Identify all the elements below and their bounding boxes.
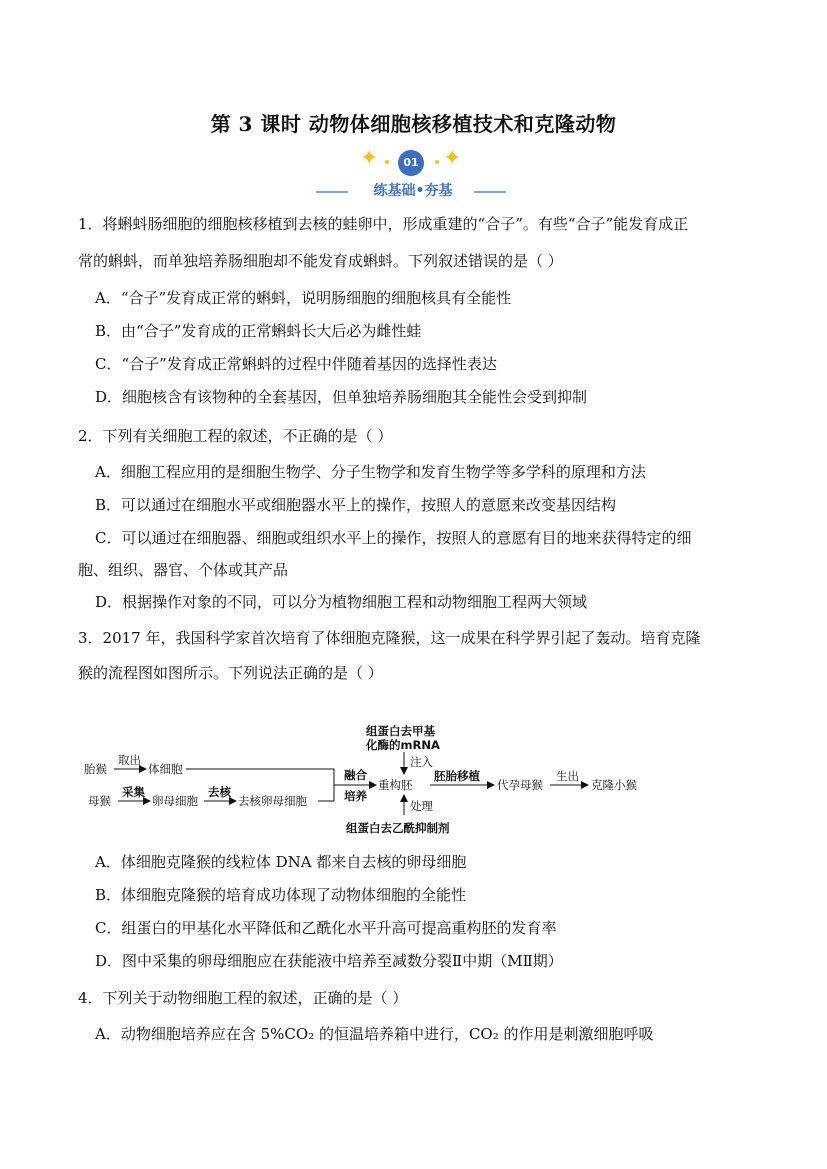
- question-stem: 4．下列关于动物细胞工程的叙述，正确的是（ ）: [78, 989, 408, 1007]
- page-title: 第 3 课时 动物体细胞核移植技术和克隆动物: [210, 112, 617, 136]
- question-stem: 1．将蝌蚪肠细胞的细胞核移植到去核的蛙卵中，形成重建的“合子”。有些“合子”能发育成正: [78, 215, 689, 233]
- node-surrogate: 代孕母猴: [497, 778, 543, 792]
- divider: [316, 191, 348, 193]
- section-label: 练基础•夯基: [373, 183, 453, 199]
- question-option: C．可以通过在细胞器、细胞或组织水平上的操作，按照人的意愿有目的地来获得特定的细: [95, 529, 692, 547]
- node-somatic-cell: 体细胞: [148, 762, 183, 776]
- question-option: A．“合子”发育成正常的蝌蚪，说明肠细胞的细胞核具有全能性: [95, 289, 512, 307]
- section-number: 01: [398, 150, 424, 176]
- node-oocyte: 卵母细胞: [152, 794, 198, 808]
- node-mother-monkey: 母猴: [88, 794, 111, 808]
- reagent-demethylase: 组蛋白去甲基: [366, 724, 435, 738]
- edge-label-treat: 处理: [410, 799, 433, 813]
- question-stem: 常的蝌蚪，而单独培养肠细胞却不能发育成蝌蚪。下列叙述错误的是（ ）: [78, 252, 563, 270]
- question-option: A．动物细胞培养应在含 5%CO₂ 的恒温培养箱中进行，CO₂ 的作用是刺激细胞呼吸: [95, 1025, 654, 1043]
- star-icon: ✦: [443, 146, 462, 171]
- question-option: D．细胞核含有该物种的全套基因，但单独培养肠细胞其全能性会受到抑制: [95, 388, 588, 406]
- edge-label-embryo-transfer: 胚胎移植: [434, 769, 480, 783]
- edge-label-take-out: 取出: [118, 753, 141, 767]
- edge-label-fusion: 融合: [344, 768, 367, 782]
- question-stem: 猴的流程图如图所示。下列说法正确的是（ ）: [78, 664, 383, 682]
- question-option-continued: 胞、组织、器官、个体或其产品: [78, 561, 289, 579]
- question-option: D．图中采集的卵母细胞应在获能液中培养至减数分裂Ⅱ中期（MⅡ期）: [95, 952, 563, 970]
- edge-label-culture: 培养: [344, 789, 367, 803]
- edge-label-inject: 注入: [410, 755, 433, 769]
- question-option: D．根据操作对象的不同，可以分为植物细胞工程和动物细胞工程两大领域: [95, 593, 588, 611]
- question-option: A．细胞工程应用的是细胞生物学、分子生物学和发育生物学等多学科的原理和方法: [95, 463, 646, 481]
- node-monkey: 胎猴: [84, 762, 107, 776]
- question-option: B．可以通过在细胞水平或细胞器水平上的操作，按照人的意愿来改变基因结构: [95, 496, 617, 514]
- clone-monkey-flowchart: [84, 720, 664, 838]
- reagent-deacetylase-inhibitor: 组蛋白去乙酰抑制剂: [346, 821, 450, 835]
- edge-label-collect: 采集: [122, 785, 145, 799]
- edge-label-birth: 生出: [556, 769, 579, 783]
- edge-label-enucleate: 去核: [208, 785, 231, 799]
- question-stem: 2．下列有关细胞工程的叙述，不正确的是（ ）: [78, 427, 393, 445]
- divider: [474, 191, 506, 193]
- dot-icon: [385, 160, 389, 164]
- question-option: A．体细胞克隆猴的线粒体 DNA 都来自去核的卵母细胞: [95, 853, 467, 871]
- question-option: C．组蛋白的甲基化水平降低和乙酰化水平升高可提高重构胚的发育率: [95, 919, 557, 937]
- reagent-demethylase-line2: 化酶的mRNA: [366, 738, 440, 752]
- node-reconstructed-embryo: 重构胚: [378, 778, 413, 792]
- node-clone-monkey: 克隆小猴: [591, 778, 637, 792]
- question-option: C．“合子”发育成正常蝌蚪的过程中伴随着基因的选择性表达: [95, 355, 497, 373]
- question-option: B．由“合子”发育成的正常蝌蚪长大后必为雌性蛙: [95, 322, 422, 340]
- node-enucleated-oocyte: 去核卵母细胞: [238, 794, 307, 808]
- dot-icon: [435, 160, 439, 164]
- question-stem: 3．2017 年，我国科学家首次培育了体细胞克隆猴，这一成果在科学界引起了轰动。培育克隆: [78, 629, 701, 647]
- star-icon: ✦: [360, 146, 379, 171]
- section-badge: [0, 146, 827, 202]
- question-option: B．体细胞克隆猴的培育成功体现了动物体细胞的全能性: [95, 886, 467, 904]
